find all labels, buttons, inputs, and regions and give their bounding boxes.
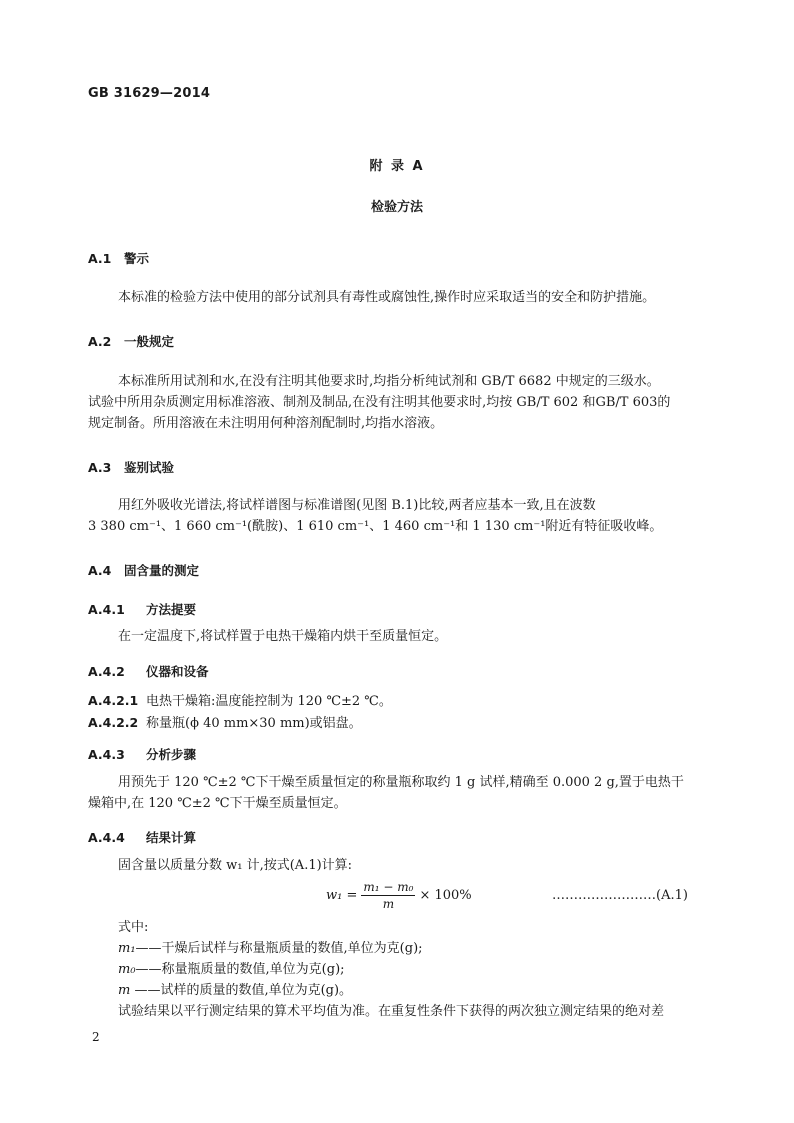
document-id: GB 31629—2014 bbox=[88, 86, 211, 101]
section-number: A.4.2 bbox=[88, 664, 125, 679]
definition-symbol: m₀ bbox=[118, 962, 136, 977]
definition-text: ——称量瓶质量的数值,单位为克(g); bbox=[135, 962, 345, 977]
section-a2-heading bbox=[88, 332, 174, 350]
section-a2-line1: 本标准所用试剂和水,在没有注明其他要求时,均指分析纯试剂和 GB/T 6682 中规定的三级水。 bbox=[118, 374, 660, 389]
definition-m0 bbox=[118, 960, 345, 980]
section-title: 结果计算 bbox=[146, 830, 197, 845]
section-a2-line3: 规定制备。所用溶液在未注明用何种溶剂配制时,均指水溶液。 bbox=[88, 416, 444, 431]
equation-label: ……………………(A.1) bbox=[552, 888, 688, 903]
formula-numerator: m₁ − m₀ bbox=[363, 880, 414, 894]
section-title: 鉴别试验 bbox=[124, 460, 175, 475]
section-number: A.1 bbox=[88, 251, 112, 266]
section-a422 bbox=[88, 712, 362, 731]
section-a43-line2: 燥箱中,在 120 ℃±2 ℃下干燥至质量恒定。 bbox=[88, 796, 347, 811]
section-a1-text: 本标准的检验方法中使用的部分试剂具有毒性或腐蚀性,操作时应采取适当的安全和防护措施。 bbox=[118, 290, 656, 305]
formula-rhs: × 100% bbox=[419, 888, 472, 903]
section-number: A.2 bbox=[88, 334, 112, 349]
section-a3-line1: 用红外吸收光谱法,将试样谱图与标准谱图(见图 B.1)比较,两者应基本一致,且在波数 bbox=[118, 498, 596, 513]
item-number: A.4.2.1 bbox=[88, 693, 139, 708]
formula-fraction bbox=[361, 880, 415, 911]
section-title: 一般规定 bbox=[124, 334, 175, 349]
formula-intro: 固含量以质量分数 w₁ 计,按式(A.1)计算: bbox=[118, 858, 353, 873]
section-a3-line2: 3 380 cm⁻¹、1 660 cm⁻¹(酰胺)、1 610 cm⁻¹、1 460 cm⁻¹和 1 130 cm⁻¹附近有特征吸收峰。 bbox=[88, 519, 663, 534]
page-number: 2 bbox=[92, 1030, 100, 1044]
appendix-subtitle: 检验方法 bbox=[370, 200, 423, 215]
section-number: A.4.3 bbox=[88, 747, 125, 762]
section-title: 分析步骤 bbox=[146, 747, 197, 762]
section-a43-line1: 用预先于 120 ℃±2 ℃下干燥至质量恒定的称量瓶称取约 1 g 试样,精确至 0.000 2 g,置于电热干 bbox=[118, 775, 684, 790]
definition-m1 bbox=[118, 939, 423, 959]
formula-lhs: w₁ = bbox=[326, 888, 358, 903]
section-title: 固含量的测定 bbox=[124, 563, 200, 578]
section-a1-heading bbox=[88, 249, 149, 267]
section-number: A.3 bbox=[88, 460, 112, 475]
section-a2-line2: 试验中所用杂质测定用标准溶液、制剂及制品,在没有注明其他要求时,均按 GB/T 602 和GB/T 603的 bbox=[88, 395, 671, 410]
definition-m bbox=[118, 981, 352, 1001]
section-title: 警示 bbox=[124, 251, 150, 266]
formula-denominator: m bbox=[382, 897, 395, 911]
section-a42-heading bbox=[88, 662, 209, 680]
definition-text: ——试样的质量的数值,单位为克(g)。 bbox=[130, 983, 353, 998]
section-number: A.4.1 bbox=[88, 602, 125, 617]
formula-a1 bbox=[326, 880, 472, 911]
section-a421 bbox=[88, 690, 392, 709]
section-a41-heading bbox=[88, 600, 196, 618]
section-a3-heading bbox=[88, 458, 174, 476]
section-a44-heading bbox=[88, 828, 196, 846]
section-title: 仪器和设备 bbox=[146, 664, 209, 679]
section-number: A.4.4 bbox=[88, 830, 125, 845]
definition-symbol: m bbox=[118, 983, 131, 998]
item-text: 称量瓶(ϕ 40 mm×30 mm)或铝盘。 bbox=[146, 716, 362, 731]
section-title: 方法提要 bbox=[146, 602, 197, 617]
where-label: 式中: bbox=[118, 920, 149, 935]
section-number: A.4 bbox=[88, 563, 112, 578]
section-a43-heading bbox=[88, 745, 196, 763]
definition-symbol: m₁ bbox=[118, 941, 136, 956]
section-a41-text: 在一定温度下,将试样置于电热干燥箱内烘干至质量恒定。 bbox=[118, 629, 448, 644]
appendix-title: 附 录 A bbox=[369, 159, 425, 174]
result-statement: 试验结果以平行测定结果的算术平均值为准。在重复性条件下获得的两次独立测定结果的绝对差 bbox=[118, 1004, 665, 1019]
definition-text: ——干燥后试样与称量瓶质量的数值,单位为克(g); bbox=[135, 941, 423, 956]
item-number: A.4.2.2 bbox=[88, 715, 139, 730]
section-a4-heading bbox=[88, 561, 199, 579]
item-text: 电热干燥箱:温度能控制为 120 ℃±2 ℃。 bbox=[146, 694, 392, 709]
